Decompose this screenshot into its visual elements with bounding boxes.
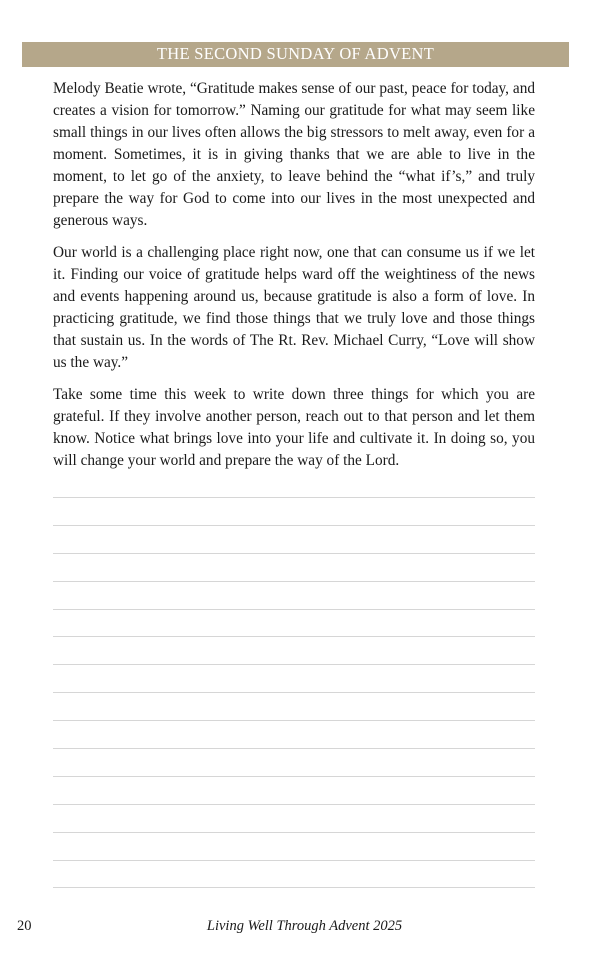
writing-line	[53, 609, 535, 637]
paragraph-3: Take some time this week to write down three things for which you are grateful. If they involve another person, reach out to that person and let them know. Notice what brings love into your life and cultivate it. In doing so, you will change your world and prepare the way of the Lord.	[53, 386, 535, 469]
writing-line	[53, 664, 535, 692]
writing-line	[53, 860, 535, 888]
writing-line	[53, 692, 535, 720]
reflection-text	[53, 78, 535, 482]
writing-line	[53, 887, 535, 915]
writing-line	[53, 497, 535, 525]
writing-line	[53, 776, 535, 804]
book-title: Living Well Through Advent 2025	[206, 918, 403, 934]
section-title-bar	[22, 42, 569, 67]
writing-line	[53, 553, 535, 581]
writing-line	[53, 525, 535, 553]
writing-line	[53, 804, 535, 832]
paragraph-2: Our world is a challenging place right now, one that can consume us if we let it. Finding our voice of gratitude helps ward off the weightiness of the news and events happening around us, because gratitude is also a form of love. In practicing gratitude, we find those things that we truly love and those things that sustain us. In the words of The Rt. Rev. Michael Curry, “Love will show us the way.”	[53, 244, 535, 371]
writing-line	[53, 581, 535, 609]
page-footer	[0, 918, 609, 938]
page-number: 20	[17, 918, 32, 934]
writing-line	[53, 832, 535, 860]
paragraph-1: Melody Beatie wrote, “Gratitude makes sense of our past, peace for today, and creates a vision for tomorrow.” Naming our gratitude for what may seem like small things in our lives often allows the big stressors to melt away, even for a moment. Sometimes, it is in giving thanks that we are able to live in the moment, to let go of the anxiety, to leave behind the “what if’s,” and truly prepare the way for God to come into our lives in the most unexpected and generous ways.	[53, 80, 535, 229]
writing-line	[53, 748, 535, 776]
section-title: THE SECOND SUNDAY OF ADVENT	[156, 44, 435, 64]
journal-writing-lines	[53, 497, 535, 915]
writing-line	[53, 720, 535, 748]
writing-line	[53, 636, 535, 664]
